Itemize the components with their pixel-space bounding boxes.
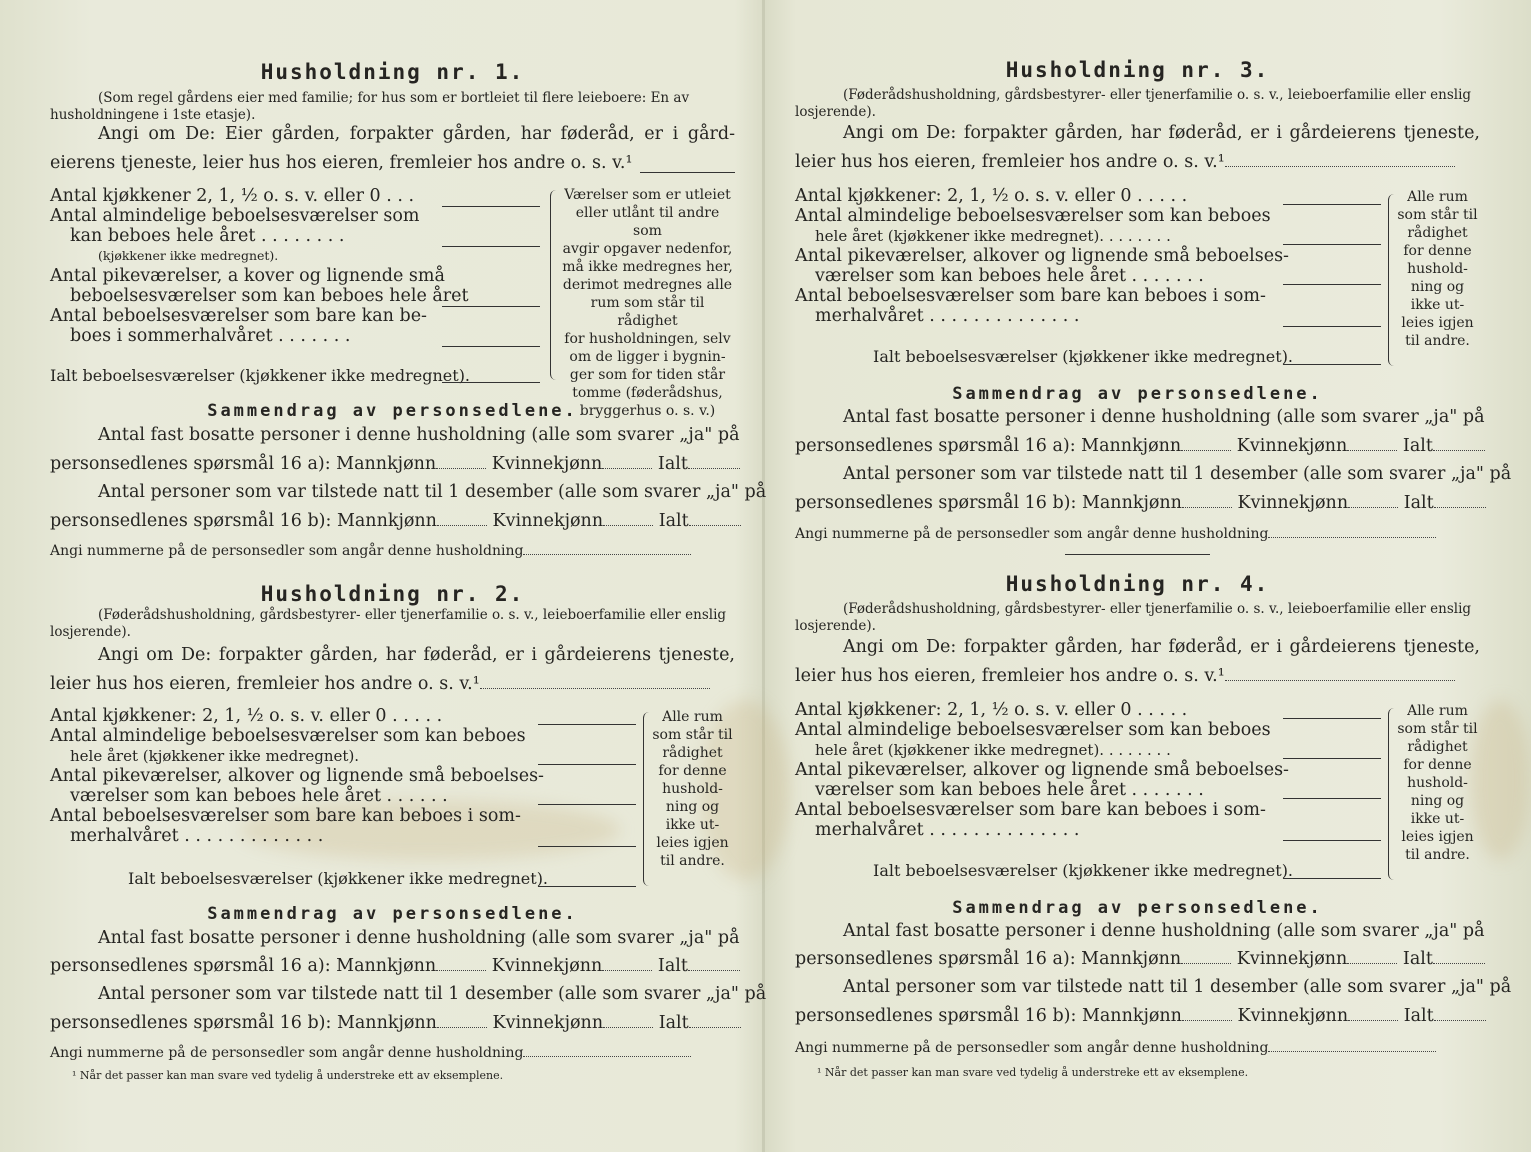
household-4-subtitle: (Føderådshusholdning, gårdsbestyrer- eller tjenerfamilie o. s. v., leieboerfamilie eller enslig losjerende). — [795, 601, 1472, 634]
household-3-rooms — [795, 186, 1395, 326]
summary-16b-line2: personsedlenes spørsmål 16 b): Mannkjønn Kvinnekjønn Ialt — [795, 1006, 1480, 1027]
room-line: Antal kjøkkener: 2, 1, ½ o. s. v. eller 0 . . . . . — [795, 700, 1188, 720]
summary-16a-line1: Antal fast bosatte personer i denne husholdning (alle som svarer „ja" på — [843, 921, 1485, 941]
room-line: hele året (kjøkkener ikke medregnet). — [70, 747, 360, 765]
household-1-rooms — [50, 186, 469, 346]
household-4-angi-line1: Angi om De: forpakter gården, har føderåd, er i gårdeierens tjeneste, — [843, 637, 1480, 657]
rooms-answer[interactable] — [538, 764, 636, 765]
room-line: værelser som kan beboes hele året . . . . . . — [70, 786, 448, 806]
ialt-answer[interactable] — [1283, 364, 1381, 365]
household-4-nummer: Angi nummerne på de personsedler som angår denne husholdning — [795, 1038, 1480, 1059]
room-line: merhalvåret . . . . . . . . . . . . . . — [815, 820, 1080, 840]
rooms-answer[interactable] — [442, 246, 540, 247]
summary-16a-line2: personsedlenes spørsmål 16 a): Mannkjønn Kvinnekjønn Ialt — [795, 436, 1480, 457]
summary-16b-line1: Antal personer som var tilstede natt til 1 desember (alle som svarer „ja" på — [98, 984, 767, 1004]
room-line: Antal pikeværelser, alkover og lignende små beboelses- — [795, 246, 1289, 266]
room-line: Antal kjøkkener: 2, 1, ½ o. s. v. eller 0 . . . . . — [795, 186, 1188, 206]
household-1-summary-title: Sammendrag av personsedlene. — [207, 401, 578, 421]
summary-16a-line2: personsedlenes spørsmål 16 a): Mannkjønn Kvinnekjønn Ialt — [50, 454, 735, 475]
maid-rooms-answer[interactable] — [538, 804, 636, 805]
household-1-angi-answer[interactable] — [640, 172, 735, 173]
summer-rooms-answer[interactable] — [1283, 326, 1381, 327]
household-2-subtitle: (Føderådshusholdning, gårdsbestyrer- eller tjenerfamilie o. s. v., leieboerfamilie eller enslig losjerende). — [50, 607, 727, 640]
summary-16b-line2: personsedlenes spørsmål 16 b): Mannkjønn Kvinnekjønn Ialt — [50, 1013, 735, 1034]
room-line: Antal almindelige beboelsesværelser som kan beboes — [795, 720, 1271, 740]
summary-16a-line1: Antal fast bosatte personer i denne husholdning (alle som svarer „ja" på — [98, 928, 740, 948]
room-line: værelser som kan beboes hele året . . . . . . . — [815, 266, 1204, 286]
section-divider — [1065, 554, 1210, 555]
household-3-title: Husholdning nr. 3. — [1005, 58, 1270, 82]
household-3-subtitle: (Føderådshusholdning, gårdsbestyrer- eller tjenerfamilie o. s. v., leieboerfamilie eller enslig losjerende). — [795, 87, 1472, 120]
rooms-answer[interactable] — [1283, 758, 1381, 759]
household-2-angi-line2: leier hus hos eieren, fremleier hos andre o. s. v.¹ — [50, 674, 735, 695]
summary-16a-line1: Antal fast bosatte personer i denne husholdning (alle som svarer „ja" på — [98, 425, 740, 445]
room-line: Antal pikeværelser, alkover og lignende små beboelses- — [795, 760, 1289, 780]
household-3-ialt: Ialt beboelsesværelser (kjøkkener ikke medregnet). — [873, 347, 1294, 366]
right-page — [795, 0, 1512, 1152]
room-line: kan beboes hele året . . . . . . . . — [70, 226, 345, 246]
room-line: boes i sommerhalvåret . . . . . . . — [70, 326, 351, 346]
room-line: hele året (kjøkkener ikke medregnet). . . . . . . . — [815, 741, 1171, 759]
summary-16b-line1: Antal personer som var tilstede natt til 1 desember (alle som svarer „ja" på — [843, 977, 1512, 997]
page-fold — [762, 0, 765, 1152]
household-1-ialt: Ialt beboelsesværelser (kjøkkener ikke medregnet). — [50, 366, 471, 385]
summary-16b-line2: personsedlenes spørsmål 16 b): Mannkjønn Kvinnekjønn Ialt — [50, 511, 735, 532]
rooms-answer[interactable] — [1283, 244, 1381, 245]
household-1-subtitle: (Som regel gårdens eier med familie; for hus som er bortleiet til flere leieboere: En av husholdningene i 1ste etasje). — [50, 90, 690, 123]
summary-16a-line2: personsedlenes spørsmål 16 a): Mannkjønn Kvinnekjønn Ialt — [795, 949, 1480, 970]
kitchens-answer[interactable] — [1283, 204, 1381, 205]
household-4-angi-line2: leier hus hos eieren, fremleier hos andre o. s. v.¹ — [795, 666, 1480, 687]
household-2-ialt: Ialt beboelsesværelser (kjøkkener ikke medregnet). — [128, 869, 549, 888]
left-page — [50, 0, 767, 1152]
household-4-rooms — [795, 700, 1395, 840]
room-line: Antal kjøkkener: 2, 1, ½ o. s. v. eller 0 . . . . . — [50, 706, 443, 726]
household-1-angi-line2: eierens tjeneste, leier hus hos eieren, fremleier hos andre o. s. v.¹ — [50, 153, 633, 173]
footnote: ¹ Når det passer kan man svare ved tydelig å understreke ett av eksemplene. — [72, 1069, 504, 1082]
maid-rooms-answer[interactable] — [1283, 798, 1381, 799]
household-4-side-note: Alle rum som står til rådighet for denne hushold- ning og ikke ut- leies igjen til andre. — [1397, 703, 1478, 863]
room-line: Antal almindelige beboelsesværelser som — [50, 206, 420, 226]
brace — [550, 190, 559, 380]
household-1-side-note: Værelser som er utleiet eller utlånt til andre som avgir opgaver nedenfor, må ikke medregnes her, derimot medregnes alle rum som står til rådighet for husholdningen, selv om de ligger i bygnin- ger som for tiden står tomme (føderådshus, bryggerhus o. s. v.) — [562, 187, 733, 419]
room-line: merhalvåret . . . . . . . . . . . . . — [70, 826, 324, 846]
summer-rooms-answer[interactable] — [1283, 840, 1381, 841]
summary-16b-line1: Antal personer som var tilstede natt til 1 desember (alle som svarer „ja" på — [98, 482, 767, 502]
household-1-title: Husholdning nr. 1. — [260, 60, 525, 84]
summary-16b-line2: personsedlenes spørsmål 16 b): Mannkjønn Kvinnekjønn Ialt — [795, 493, 1480, 514]
household-2-title: Husholdning nr. 2. — [260, 582, 525, 606]
summary-16a-line2: personsedlenes spørsmål 16 a): Mannkjønn Kvinnekjønn Ialt — [50, 956, 735, 977]
maid-rooms-answer[interactable] — [1283, 284, 1381, 285]
room-line: Antal kjøkkener 2, 1, ½ o. s. v. eller 0 . . . — [50, 186, 415, 206]
household-3-side-note: Alle rum som står til rådighet for denne hushold- ning og ikke ut- leies igjen til andre. — [1397, 189, 1478, 349]
room-line: værelser som kan beboes hele året . . . . . . . — [815, 780, 1204, 800]
room-line: (kjøkkener ikke medregnet). — [98, 248, 279, 263]
household-4-summary-title: Sammendrag av personsedlene. — [952, 898, 1323, 918]
kitchens-answer[interactable] — [538, 724, 636, 725]
ialt-answer[interactable] — [442, 382, 540, 383]
household-4-title: Husholdning nr. 4. — [1005, 572, 1270, 596]
room-line: Antal almindelige beboelsesværelser som kan beboes — [795, 206, 1271, 226]
household-4-ialt: Ialt beboelsesværelser (kjøkkener ikke medregnet). — [873, 861, 1294, 880]
room-line: Antal almindelige beboelsesværelser som kan beboes — [50, 726, 526, 746]
household-2-nummer: Angi nummerne på de personsedler som angår denne husholdning — [50, 1043, 735, 1064]
household-2-rooms — [50, 706, 650, 846]
room-line: merhalvåret . . . . . . . . . . . . . . — [815, 306, 1080, 326]
household-3-summary-title: Sammendrag av personsedlene. — [952, 384, 1323, 404]
room-line: hele året (kjøkkener ikke medregnet). . . . . . . . — [815, 227, 1171, 245]
room-line: Antal pikeværelser, a kover og lignende små — [50, 266, 445, 286]
room-line: Antal beboelsesværelser som bare kan beboes i som- — [795, 800, 1266, 820]
footnote: ¹ Når det passer kan man svare ved tydelig å understreke ett av eksemplene. — [817, 1066, 1249, 1079]
room-line: Antal beboelsesværelser som bare kan beboes i som- — [50, 806, 521, 826]
household-2-angi-line1: Angi om De: forpakter gården, har føderåd, er i gårdeierens tjeneste, — [98, 645, 735, 665]
summary-16a-line1: Antal fast bosatte personer i denne husholdning (alle som svarer „ja" på — [843, 407, 1485, 427]
household-3-nummer: Angi nummerne på de personsedler som angår denne husholdning — [795, 524, 1480, 545]
household-1-angi-line1: Angi om De: Eier gården, forpakter gården, har føderåd, er i gård- — [98, 124, 735, 144]
household-1-nummer: Angi nummerne på de personsedler som angår denne husholdning — [50, 541, 735, 562]
summary-16b-line1: Antal personer som var tilstede natt til 1 desember (alle som svarer „ja" på — [843, 464, 1512, 484]
summer-rooms-answer[interactable] — [538, 846, 636, 847]
room-line: Antal beboelsesværelser som bare kan beboes i som- — [795, 286, 1266, 306]
kitchens-answer[interactable] — [442, 206, 540, 207]
summer-rooms-answer[interactable] — [442, 346, 540, 347]
ialt-answer[interactable] — [538, 886, 636, 887]
household-3-angi-line2: leier hus hos eieren, fremleier hos andre o. s. v.¹ — [795, 152, 1480, 173]
room-line: beboelsesværelser som kan beboes hele året — [70, 286, 469, 306]
room-line: Antal pikeværelser, alkover og lignende små beboelses- — [50, 766, 544, 786]
maid-rooms-answer[interactable] — [442, 306, 540, 307]
household-2-side-note: Alle rum som står til rådighet for denne hushold- ning og ikke ut- leies igjen til andre. — [652, 709, 733, 869]
household-2-summary-title: Sammendrag av personsedlene. — [207, 904, 578, 924]
household-3-angi-line1: Angi om De: forpakter gården, har føderåd, er i gårdeierens tjeneste, — [843, 123, 1480, 143]
ialt-answer[interactable] — [1283, 878, 1381, 879]
kitchens-answer[interactable] — [1283, 718, 1381, 719]
room-line: Antal beboelsesværelser som bare kan be- — [50, 306, 427, 326]
